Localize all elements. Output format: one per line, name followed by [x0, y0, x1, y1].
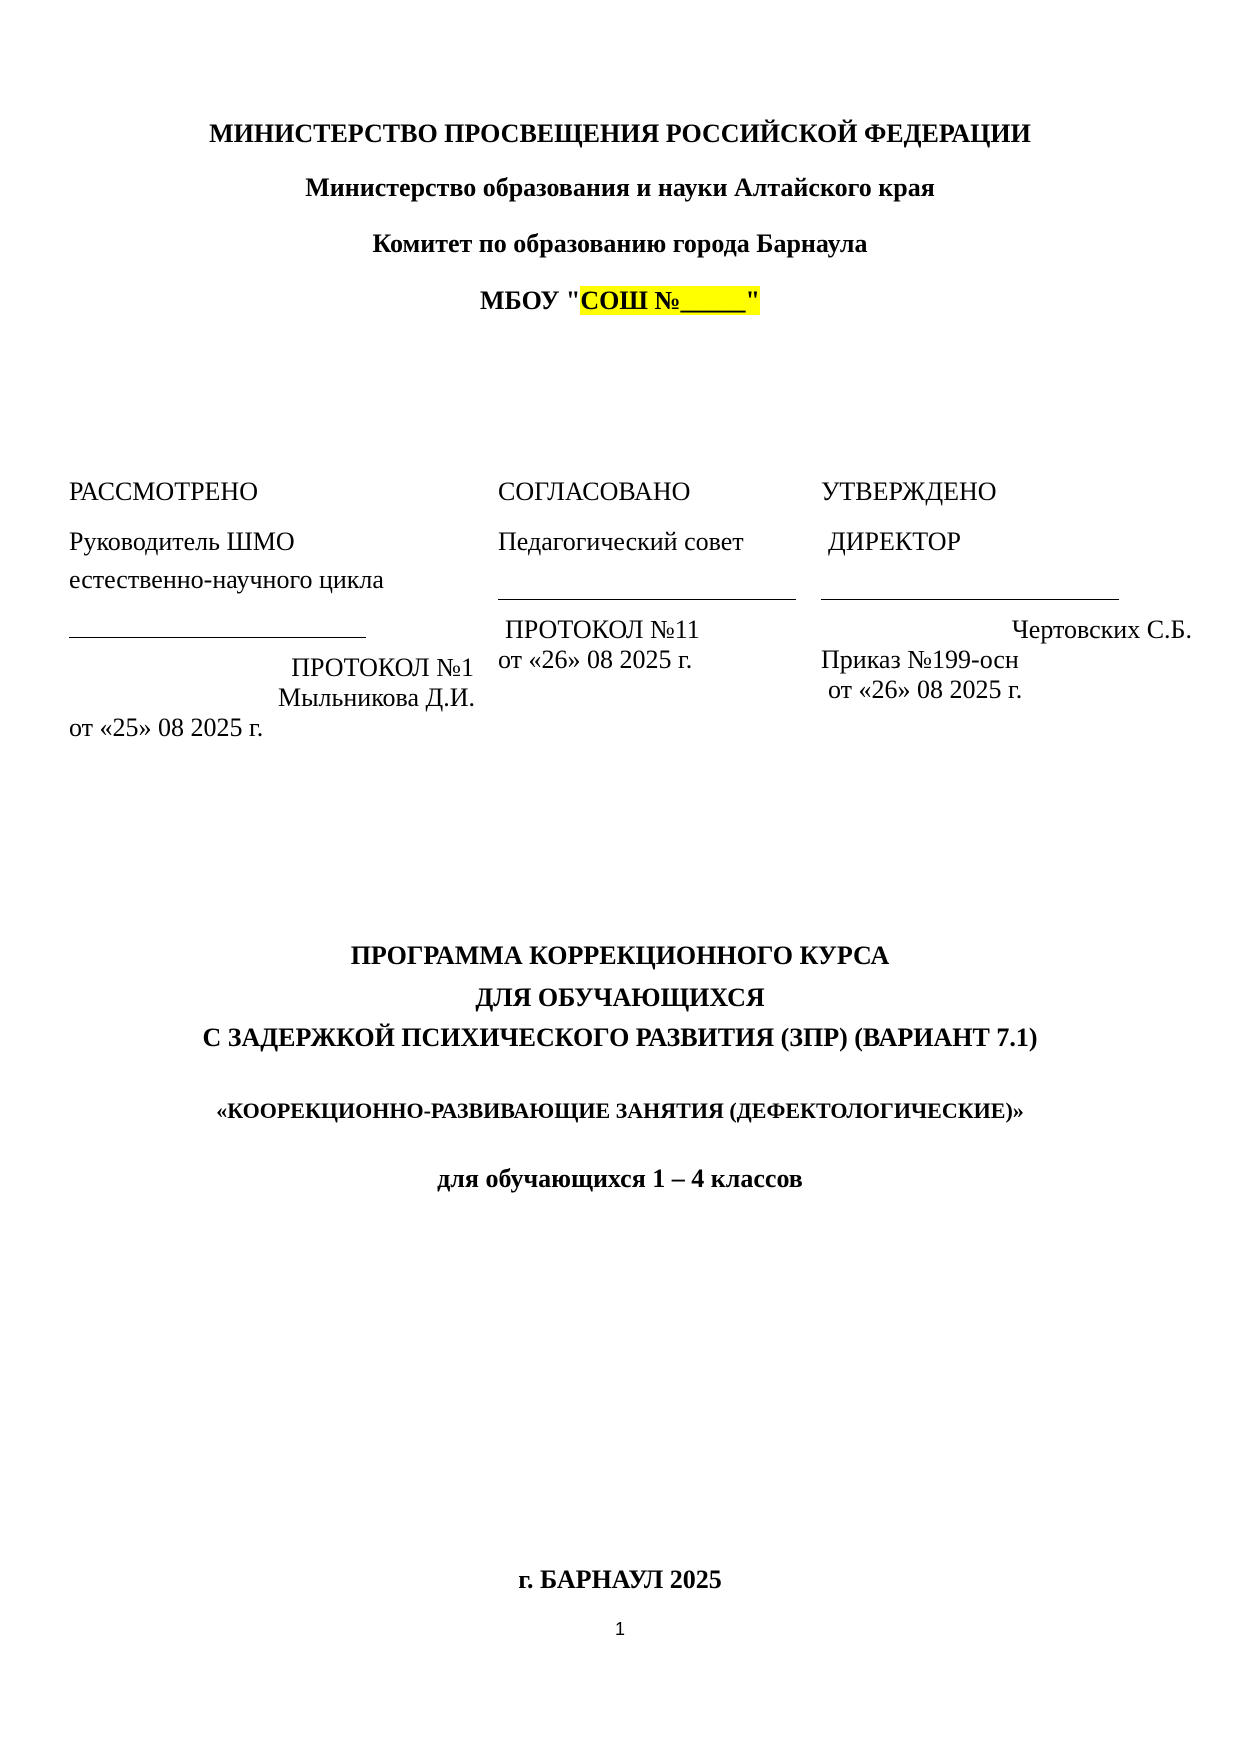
reviewed-signature-line [69, 637, 366, 638]
ministry-federal-heading: МИНИСТЕРСТВО ПРОСВЕЩЕНИЯ РОССИЙСКОЙ ФЕДЕРАЦИИ [209, 119, 1031, 148]
reviewed-role-line2: естественно-научного цикла [69, 565, 384, 594]
city-year: г. БАРНАУЛ 2025 [518, 1565, 722, 1594]
reviewed-date: от «25» 08 2025 г. [69, 713, 264, 742]
approved-signer: Чертовских С.Б. [1011, 615, 1192, 644]
agreed-signature-line [498, 599, 796, 600]
school-name-highlighted: СОШ №_____" [580, 286, 760, 315]
reviewed-signer: Мыльникова Д.И. [277, 683, 475, 712]
reviewed-heading: РАССМОТРЕНО [69, 477, 258, 506]
approved-order: Приказ №199-осн [821, 645, 1019, 674]
program-title-line2: ДЛЯ ОБУЧАЮЩИХСЯ [475, 983, 765, 1012]
agreed-role: Педагогический совет [498, 527, 744, 556]
ministry-regional-heading: Министерство образования и науки Алтайского края [305, 173, 935, 202]
agreed-date: от «26» 08 2025 г. [498, 645, 693, 674]
approved-date: от «26» 08 2025 г. [828, 675, 1023, 704]
program-title-line3: С ЗАДЕРЖКОЙ ПСИХИЧЕСКОГО РАЗВИТИЯ (ЗПР) (ВАРИАНТ 7.1) [202, 1023, 1038, 1052]
committee-heading: Комитет по образованию города Барнаула [372, 229, 868, 258]
program-audience: для обучающихся 1 – 4 классов [437, 1164, 803, 1193]
approved-signature-line [821, 599, 1119, 600]
school-name [70, 285, 1170, 316]
course-name: «КООРЕКЦИОННО-РАЗВИВАЮЩИЕ ЗАНЯТИЯ (ДЕФЕКТОЛОГИЧЕСКИЕ)» [216, 1098, 1024, 1123]
approved-role: ДИРЕКТОР [828, 527, 961, 556]
page-number: 1 [614, 1619, 625, 1639]
program-title-line1: ПРОГРАММА КОРРЕКЦИОННОГО КУРСА [350, 941, 890, 970]
agreed-heading: СОГЛАСОВАНО [498, 477, 691, 506]
approved-heading: УТВЕРЖДЕНО [821, 477, 997, 506]
agreed-protocol: ПРОТОКОЛ №11 [505, 615, 700, 644]
reviewed-role-line1: Руководитель ШМО [69, 527, 295, 556]
reviewed-protocol: ПРОТОКОЛ №1 [291, 653, 474, 682]
school-name-prefix: МБОУ " [480, 286, 581, 315]
